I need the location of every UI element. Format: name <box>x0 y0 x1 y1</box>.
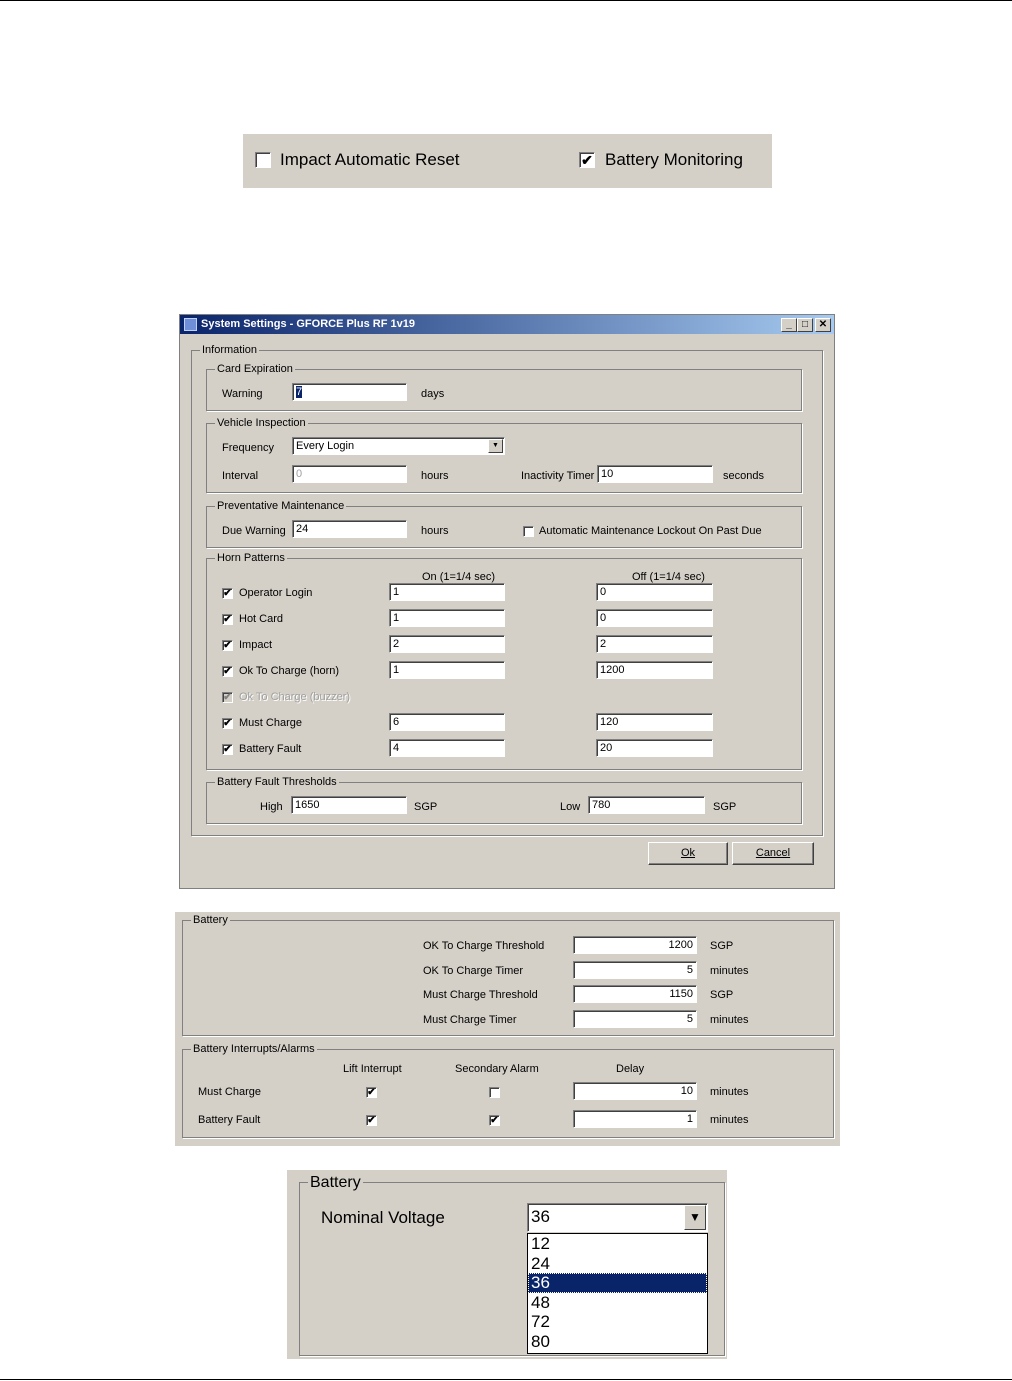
voltage-battery-label: Battery <box>310 1174 361 1191</box>
inactivity-timer-input[interactable]: 10 <box>597 465 713 483</box>
system-settings-dialog <box>179 314 835 889</box>
ok-charge-threshold-unit: SGP <box>710 940 734 952</box>
card-expiration-group <box>206 363 802 411</box>
information-label: Information <box>202 344 258 356</box>
cancel-button[interactable]: Cancel <box>732 842 814 865</box>
nominal-voltage-label: Nominal Voltage <box>321 1208 445 1227</box>
voltage-option[interactable]: 48 <box>531 1292 550 1312</box>
battery-fault-thresholds-label: Battery Fault Thresholds <box>217 776 337 788</box>
vehicle-inspection-label: Vehicle Inspection <box>217 417 306 429</box>
warning-days-input[interactable]: 7 <box>292 383 407 401</box>
high-unit: SGP <box>414 801 438 813</box>
must-charge-delay-input[interactable]: 10 <box>573 1082 697 1100</box>
inactivity-timer-label: Inactivity Timer <box>521 470 595 482</box>
interval-unit: hours <box>421 470 449 482</box>
voltage-option[interactable]: 80 <box>531 1331 550 1351</box>
battery-settings-panel <box>175 912 840 1146</box>
minimize-icon[interactable]: _ <box>781 318 797 332</box>
due-warning-unit: hours <box>421 525 449 537</box>
must-charge-lift-checkbox[interactable]: ✔ <box>367 1087 376 1098</box>
impact-label: Impact <box>239 639 273 651</box>
battery-fault-lift-checkbox[interactable]: ✔ <box>367 1115 376 1126</box>
high-threshold-input[interactable]: 1650 <box>291 796 407 814</box>
top-rule <box>0 0 1012 1</box>
ok-charge-threshold-label: OK To Charge Threshold <box>423 940 545 952</box>
high-label: High <box>260 801 283 813</box>
must-charge-off-input[interactable]: 120 <box>596 713 713 731</box>
horn-patterns-group <box>206 552 802 770</box>
voltage-option-selected[interactable]: 36 <box>528 1273 707 1293</box>
alarm-battery-fault-label: Battery Fault <box>198 1114 261 1126</box>
on-column-header: On (1=1/4 sec) <box>422 571 496 583</box>
impact-checkbox[interactable]: ✔ <box>223 640 232 651</box>
interval-input[interactable]: 0 <box>292 465 407 483</box>
operator-login-on-input[interactable]: 1 <box>389 583 505 601</box>
battery-fault-label: Battery Fault <box>239 743 302 755</box>
information-group <box>191 344 823 836</box>
card-expiration-label: Card Expiration <box>217 363 293 375</box>
ok-button[interactable]: Ok <box>648 842 728 865</box>
voltage-option[interactable]: 12 <box>531 1234 550 1253</box>
battery-fault-delay-unit: minutes <box>710 1114 749 1126</box>
due-warning-label: Due Warning <box>222 525 286 537</box>
secondary-alarm-header: Secondary Alarm <box>455 1063 539 1075</box>
dialog-titlebar[interactable] <box>180 315 834 334</box>
frequency-label: Frequency <box>222 442 274 454</box>
must-charge-checkbox[interactable]: ✔ <box>223 718 232 729</box>
must-charge-secondary-checkbox[interactable] <box>489 1087 500 1098</box>
ok-to-charge-buzzer-label: Ok To Charge (buzzer) <box>239 691 351 703</box>
hot-card-label: Hot Card <box>239 613 284 625</box>
delay-header: Delay <box>616 1063 645 1075</box>
low-threshold-input[interactable]: 780 <box>588 796 705 814</box>
off-column-header: Off (1=1/4 sec) <box>632 571 705 583</box>
battery-fault-delay-input[interactable]: 1 <box>573 1110 697 1128</box>
operator-login-checkbox[interactable]: ✔ <box>223 588 232 599</box>
dialog-title: System Settings - GFORCE Plus RF 1v19 <box>201 318 415 330</box>
voltage-option[interactable]: 24 <box>531 1253 550 1273</box>
must-charge-threshold-label: Must Charge Threshold <box>423 989 538 1001</box>
must-charge-delay-unit: minutes <box>710 1086 749 1098</box>
ok-to-charge-horn-label: Ok To Charge (horn) <box>239 665 340 677</box>
ok-charge-timer-unit: minutes <box>710 965 749 977</box>
ok-charge-timer-label: OK To Charge Timer <box>423 965 524 977</box>
battery-alarms-label: Battery Interrupts/Alarms <box>193 1043 315 1055</box>
battery-fault-secondary-checkbox[interactable]: ✔ <box>490 1115 499 1126</box>
impact-reset-checkbox[interactable] <box>255 152 271 168</box>
interval-label: Interval <box>222 470 259 482</box>
impact-on-input[interactable]: 2 <box>389 635 505 653</box>
chevron-down-icon[interactable]: ▼ <box>488 439 503 453</box>
impact-off-input[interactable]: 2 <box>596 635 713 653</box>
must-charge-on-input[interactable]: 6 <box>389 713 505 731</box>
ok-to-charge-horn-on-input[interactable]: 1 <box>389 661 505 679</box>
warning-label: Warning <box>222 388 263 400</box>
battery-fault-checkbox[interactable]: ✔ <box>223 744 232 755</box>
nominal-voltage-panel <box>287 1170 727 1359</box>
hot-card-on-input[interactable]: 1 <box>389 609 505 627</box>
low-unit: SGP <box>713 801 737 813</box>
must-charge-timer-unit: minutes <box>710 1014 749 1026</box>
maximize-icon[interactable]: □ <box>797 318 813 332</box>
nominal-voltage-select[interactable]: 36 ▼ <box>527 1203 708 1232</box>
ok-charge-timer-input[interactable]: 5 <box>573 961 697 979</box>
preventative-maintenance-label: Preventative Maintenance <box>217 500 345 512</box>
must-charge-threshold-unit: SGP <box>710 989 734 1001</box>
battery-monitoring-label: Battery Monitoring <box>605 150 743 169</box>
frequency-select[interactable]: Every Login ▼ <box>292 437 505 455</box>
impact-reset-label: Impact Automatic Reset <box>280 150 460 169</box>
operator-login-label: Operator Login <box>239 587 313 599</box>
lift-interrupt-header: Lift Interrupt <box>343 1063 402 1075</box>
alarm-must-charge-label: Must Charge <box>198 1086 261 1098</box>
close-icon[interactable]: ✕ <box>815 318 831 332</box>
app-icon <box>184 318 197 331</box>
voltage-option[interactable]: 72 <box>531 1312 550 1332</box>
top-options-panel <box>243 134 772 188</box>
bottom-rule <box>0 1379 1012 1380</box>
battery-group-label: Battery <box>193 914 228 926</box>
must-charge-timer-input[interactable]: 5 <box>573 1010 697 1028</box>
must-charge-label: Must Charge <box>239 717 302 729</box>
inactivity-unit: seconds <box>723 470 764 482</box>
battery-fault-on-input[interactable]: 4 <box>389 739 505 757</box>
ok-to-charge-buzzer-checkbox: ✔ <box>223 692 232 703</box>
hot-card-checkbox[interactable]: ✔ <box>223 614 232 625</box>
voltage-dropdown-list <box>527 1233 708 1354</box>
battery-fault-off-input[interactable]: 20 <box>596 739 713 757</box>
must-charge-timer-label: Must Charge Timer <box>423 1014 517 1026</box>
battery-monitoring-checkbox[interactable]: ✔ <box>579 152 595 168</box>
operator-login-off-input[interactable]: 0 <box>596 583 713 601</box>
ok-charge-threshold-input[interactable]: 1200 <box>573 936 697 954</box>
vehicle-inspection-group <box>206 417 802 493</box>
horn-patterns-label: Horn Patterns <box>217 552 285 564</box>
due-warning-input[interactable]: 24 <box>292 520 407 538</box>
battery-fault-thresholds-group <box>206 776 802 824</box>
must-charge-threshold-input[interactable]: 1150 <box>573 985 697 1003</box>
lockout-label: Automatic Maintenance Lockout On Past Due <box>539 525 762 537</box>
days-unit: days <box>421 388 445 400</box>
low-label: Low <box>560 801 581 813</box>
chevron-down-icon[interactable]: ▼ <box>684 1205 706 1230</box>
battery-alarms-group <box>182 1043 834 1138</box>
ok-to-charge-horn-checkbox[interactable]: ✔ <box>223 666 232 677</box>
hot-card-off-input[interactable]: 0 <box>596 609 713 627</box>
ok-to-charge-horn-off-input[interactable]: 1200 <box>596 661 713 679</box>
lockout-checkbox[interactable] <box>523 526 534 537</box>
preventative-maintenance-group <box>206 500 802 548</box>
battery-group <box>182 914 834 1036</box>
